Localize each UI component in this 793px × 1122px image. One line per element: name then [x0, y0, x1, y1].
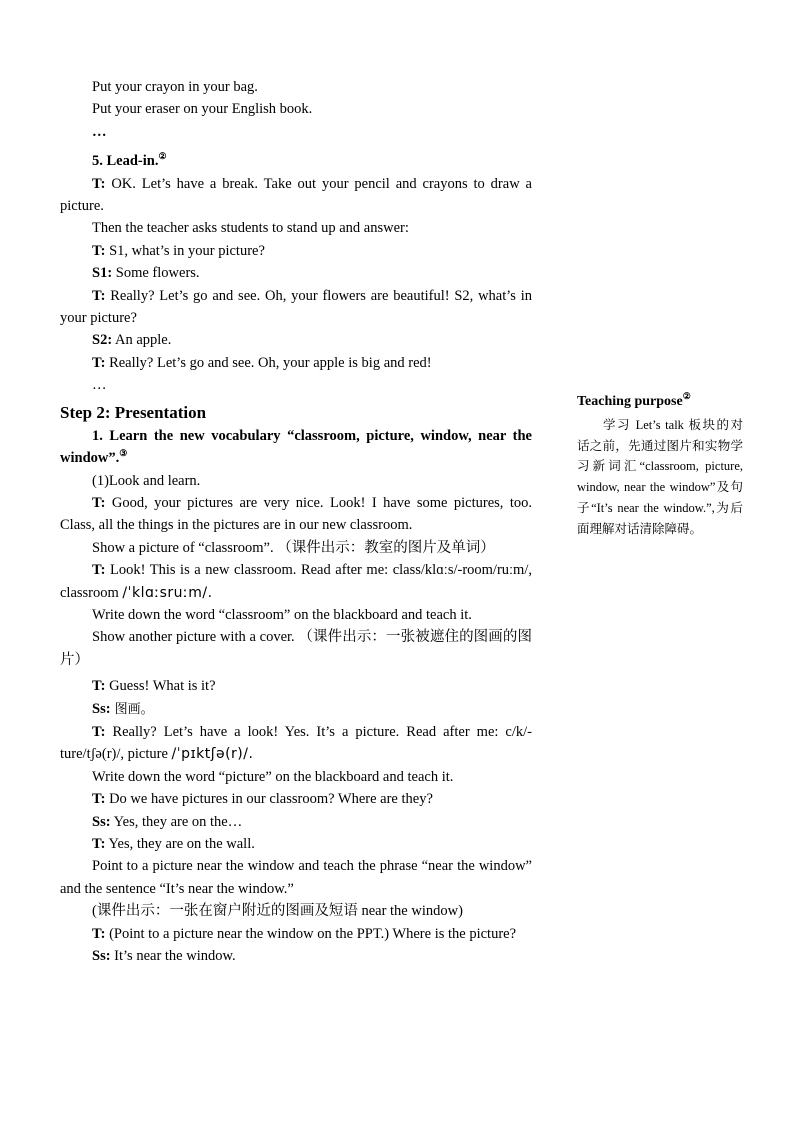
dialogue-line — [60, 811, 532, 833]
speaker: T: — [92, 287, 106, 304]
utterance: Yes, they are on the… — [110, 813, 243, 830]
speaker: T: — [92, 678, 106, 695]
speaker: S2: — [92, 332, 113, 349]
instruction-line: Write down the word “classroom” on the blackboard and teach it. — [92, 606, 472, 623]
utterance: (Point to a picture near the window on the PPT.) Where is the picture? — [105, 925, 517, 942]
phonetic-transcription: /ˈklɑːsruːm/. — [122, 584, 213, 601]
utterance: An apple. — [112, 332, 172, 349]
dialogue-line — [60, 721, 532, 766]
instruction-line: Point to a picture near the window and teach the phrase “near the window” and the sentence “It’s near the window.” — [60, 858, 532, 897]
vocabulary-heading — [60, 425, 532, 470]
note-heading — [577, 392, 743, 413]
speaker: T: — [92, 791, 106, 808]
lead-in-heading — [60, 150, 532, 172]
utterance: OK. Let’s have a break. Take out your pencil and crayons to draw a picture. — [60, 175, 532, 215]
utterance: Do we have pictures in our classroom? Where are they? — [105, 791, 433, 808]
utterance: S1, what’s in your picture? — [105, 242, 265, 259]
vocabulary-title: 1. Learn the new vocabulary “classroom, picture, window, near the window”. — [60, 427, 532, 467]
dialogue-line — [60, 262, 532, 284]
text-line: Put your crayon in your bag. — [92, 79, 258, 95]
utterance: Really? Let’s go and see. Oh, your flowers are beautiful! S2, what’s in your picture? — [60, 287, 532, 327]
phonetic-transcription: /ˈpɪktʃə(r)/. — [171, 746, 254, 763]
speaker: Ss: — [92, 700, 111, 717]
main-text-column — [60, 76, 532, 967]
dialogue-line — [60, 285, 532, 330]
utterance: Guess! What is it? — [105, 678, 216, 695]
utterance: Look! This is a new classroom. Read after me: class/klɑːs/-room/ruːm/, classroom — [60, 562, 532, 601]
speaker: T: — [92, 242, 106, 259]
courseware-note: (课件出示：一张在窗户附近的图画及短语 near the window) — [92, 903, 463, 920]
dialogue-line — [60, 240, 532, 262]
ellipsis: … — [92, 377, 107, 394]
utterance: Yes, they are on the wall. — [105, 836, 255, 852]
dialogue-line — [60, 833, 532, 855]
speaker: T: — [92, 494, 106, 511]
dialogue-line — [60, 492, 532, 537]
instruction-line: Show another picture with a cover. （课件出示：一张被遮住的图画的图片） — [60, 629, 532, 668]
text-line: Put your eraser on your English book. — [92, 101, 313, 118]
utterance: Some flowers. — [112, 265, 200, 282]
text-line: Then the teacher asks students to stand up and answer: — [92, 220, 409, 237]
speaker: T: — [92, 836, 106, 852]
teaching-purpose-note — [577, 392, 743, 540]
dialogue-line — [60, 352, 532, 374]
dialogue-line — [60, 923, 532, 945]
dialogue-line — [60, 329, 532, 351]
utterance: Good, your pictures are very nice. Look! I have some pictures, too. Class, all the things in the pictures are in our new classroom. — [60, 494, 532, 534]
utterance: It’s near the window. — [110, 948, 236, 965]
dialogue-line — [60, 559, 532, 604]
speaker: S1: — [92, 265, 113, 282]
dialogue-line — [60, 675, 532, 697]
footnote-marker: ② — [682, 391, 691, 401]
speaker: T: — [92, 723, 106, 740]
dialogue-line — [60, 945, 532, 967]
ellipsis: … — [92, 123, 107, 140]
step-heading: Step 2: Presentation — [60, 402, 207, 422]
footnote-marker: ② — [158, 151, 167, 162]
speaker: T: — [92, 175, 106, 192]
speaker: Ss: — [92, 948, 111, 965]
speaker: T: — [92, 354, 106, 371]
speaker: Ss: — [92, 813, 111, 830]
note-title: Teaching purpose — [577, 394, 683, 409]
instruction-line: Show a picture of “classroom”. （课件出示：教室的图片及单词） — [92, 539, 495, 556]
dialogue-line — [60, 173, 532, 218]
utterance: 图画。 — [110, 701, 154, 717]
lead-in-title: 5. Lead-in. — [92, 153, 159, 170]
dialogue-line — [60, 788, 532, 810]
instruction-line: Write down the word “picture” on the blackboard and teach it. — [92, 768, 454, 785]
speaker: T: — [92, 562, 106, 579]
utterance: Really? Let’s have a look! Yes. It’s a picture. Read after me: c/k/-ture/tʃə(r)/, picture — [60, 723, 532, 763]
footnote-marker: ③ — [119, 448, 128, 459]
utterance: Really? Let’s go and see. Oh, your apple is big and red! — [105, 354, 432, 371]
text-line: (1)Look and learn. — [92, 472, 201, 489]
note-text: 学习 Let’s talk 板块的对话之前，先通过图片和实物学习新词汇“classroom, picture, window, near the window”及句子“It’s near the window.”,为后面理解对话清除障碍。 — [577, 417, 743, 536]
dialogue-line — [60, 698, 532, 721]
speaker: T: — [92, 925, 106, 942]
